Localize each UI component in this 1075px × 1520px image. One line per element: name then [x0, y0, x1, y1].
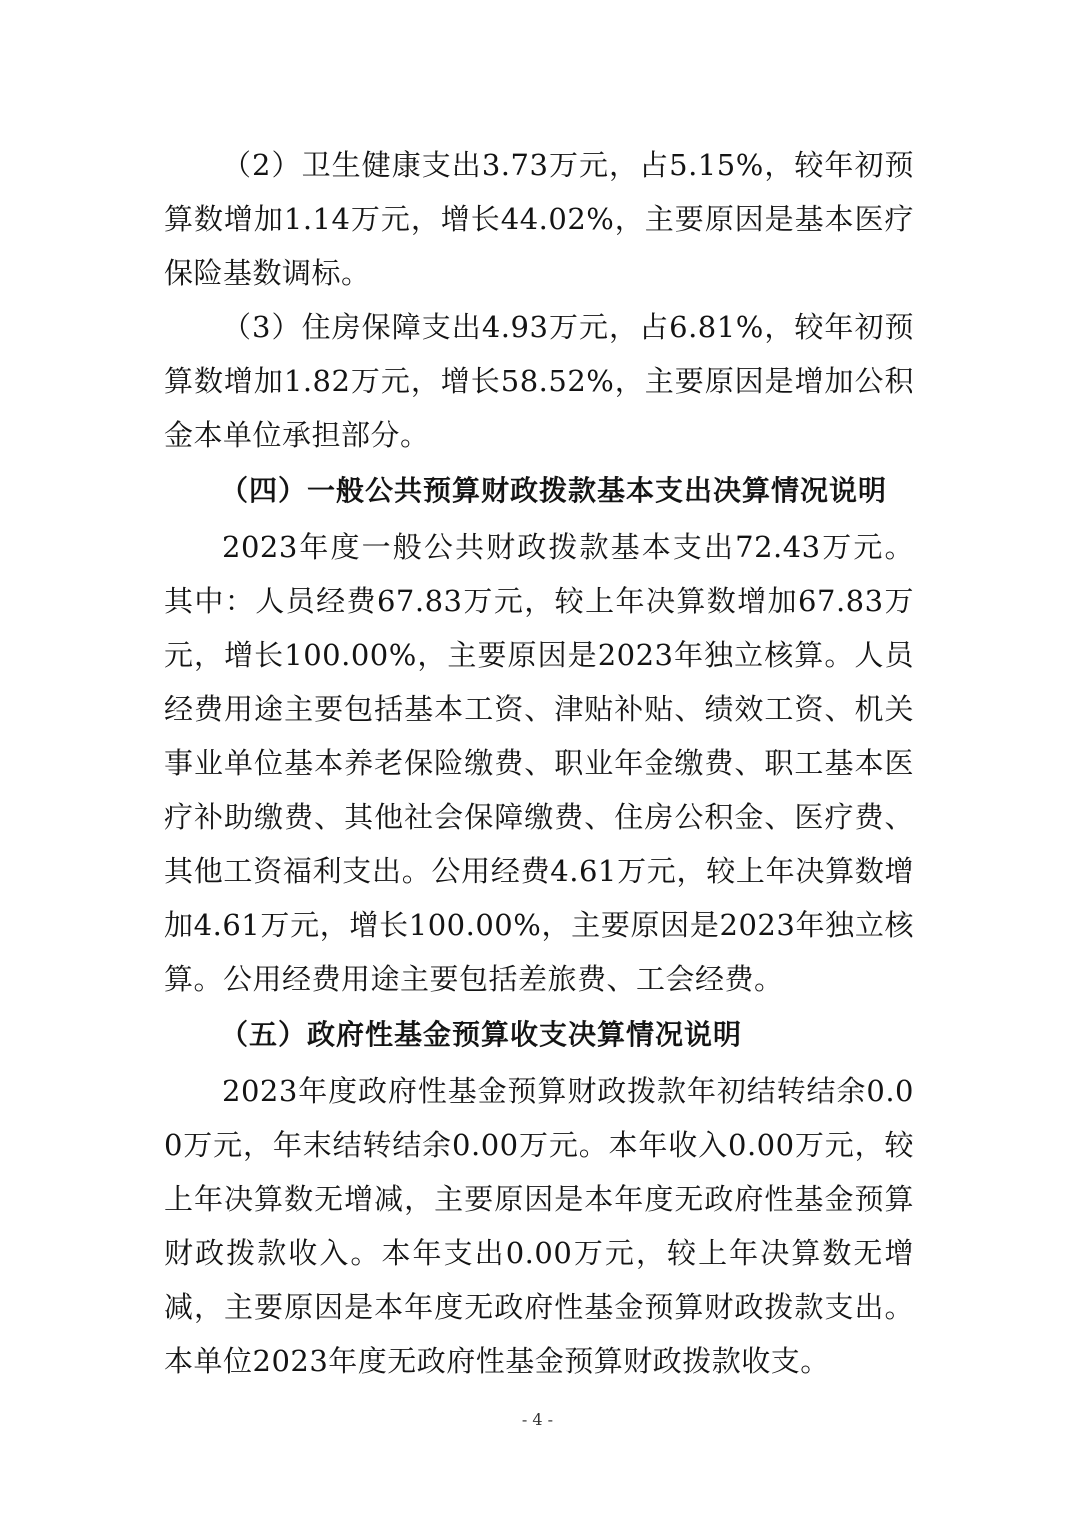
page-number: - 4 - [521, 1410, 554, 1429]
paragraph-government-fund: 2023年度政府性基金预算财政拨款年初结转结余0.00万元，年末结转结余0.00万元。本年收入0.00万元，较上年决算数无增减，主要原因是本年度无政府性基金预算财政拨款收入。本年支出0.00万元，较上年决算数无增减，主要原因是本年度无政府性基金预算财政拨款支出。本单位2023年度无政府性基金预算财政拨款收支。 [164, 1074, 914, 1378]
document-body [164, 138, 914, 1388]
paragraph-housing-expenditure: （3）住房保障支出4.93万元，占6.81%，较年初预算数增加1.82万元，增长58.52%，主要原因是增加公积金本单位承担部分。 [164, 310, 914, 452]
section-heading-basic-expenditure: （四）一般公共预算财政拨款基本支出决算情况说明 [220, 474, 888, 507]
paragraph-health-expenditure: （2）卫生健康支出3.73万元，占5.15%，较年初预算数增加1.14万元，增长44.02%，主要原因是基本医疗保险基数调标。 [164, 148, 914, 290]
paragraph-basic-expenditure: 2023年度一般公共财政拨款基本支出72.43万元。其中：人员经费67.83万元，较上年决算数增加67.83万元，增长100.00%，主要原因是2023年独立核算。人员经费用途主要包括基本工资、津贴补贴、绩效工资、机关事业单位基本养老保险缴费、职业年金缴费、职工基本医疗补助缴费、其他社会保障缴费、住房公积金、医疗费、其他工资福利支出。公用经费4.61万元，较上年决算数增加4.61万元，增长100.00%，主要原因是2023年独立核算。公用经费用途主要包括差旅费、工会经费。 [164, 530, 914, 996]
section-heading-government-fund: （五）政府性基金预算收支决算情况说明 [220, 1018, 743, 1051]
